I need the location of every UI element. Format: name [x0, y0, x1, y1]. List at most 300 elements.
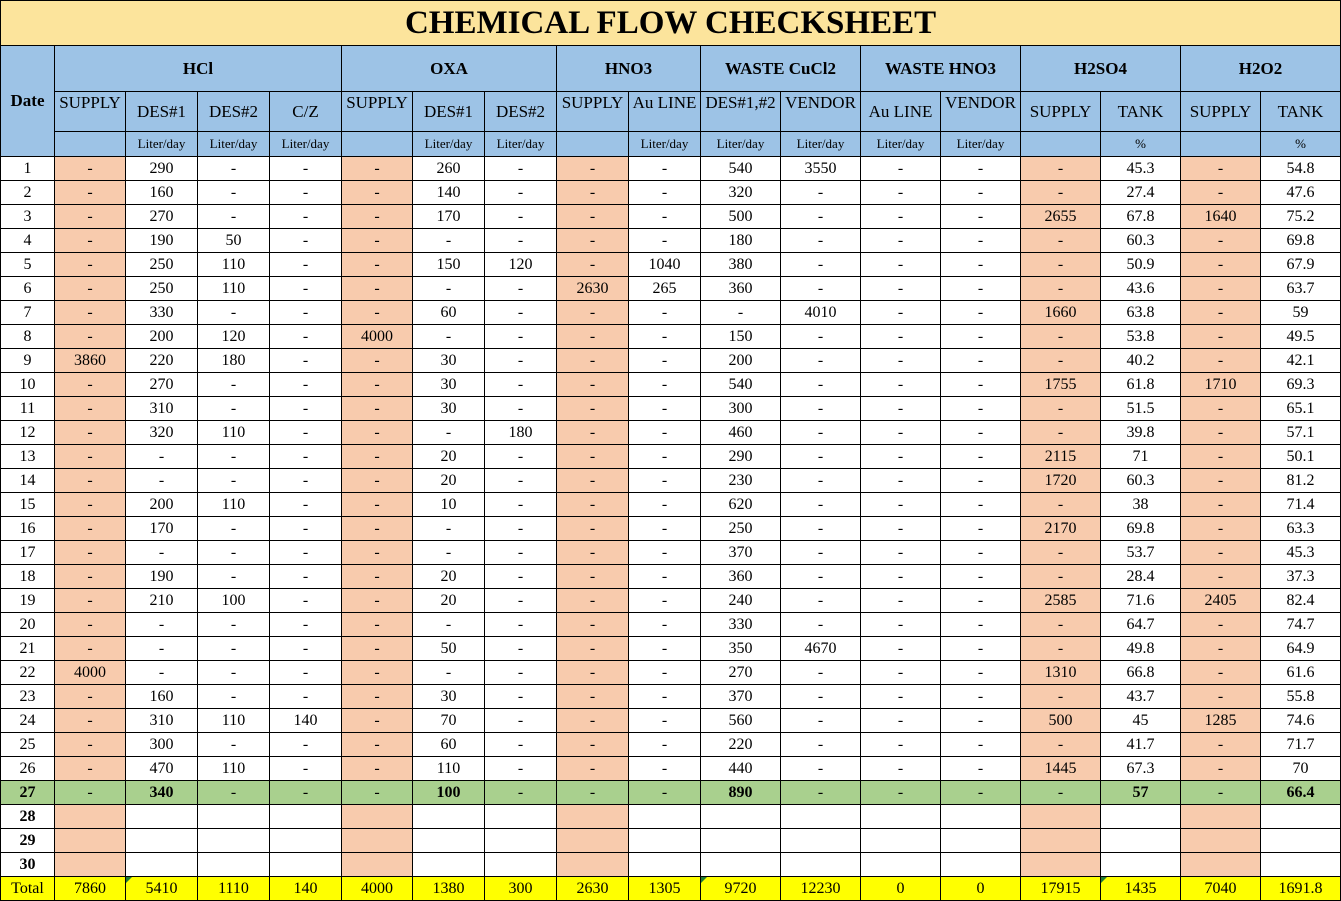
data-cell[interactable]: - [342, 373, 413, 397]
data-cell[interactable]: 170 [126, 517, 198, 541]
data-cell[interactable] [126, 829, 198, 853]
data-cell[interactable]: 180 [485, 421, 557, 445]
data-cell[interactable]: 1285 [1181, 709, 1261, 733]
data-cell[interactable]: - [1181, 685, 1261, 709]
data-cell[interactable]: - [198, 613, 270, 637]
date-cell[interactable]: 30 [1, 853, 55, 877]
data-cell[interactable]: 66.4 [1261, 781, 1341, 805]
data-cell[interactable] [629, 829, 701, 853]
data-cell[interactable]: 20 [413, 565, 485, 589]
data-cell[interactable]: - [485, 589, 557, 613]
data-cell[interactable]: 290 [701, 445, 781, 469]
data-cell[interactable]: - [781, 733, 861, 757]
data-cell[interactable]: 120 [485, 253, 557, 277]
data-cell[interactable]: 240 [701, 589, 781, 613]
data-cell[interactable]: - [1021, 781, 1101, 805]
data-cell[interactable] [1261, 829, 1341, 853]
data-cell[interactable]: 1691.8 [1261, 877, 1341, 901]
date-cell[interactable]: 6 [1, 277, 55, 301]
data-cell[interactable] [485, 805, 557, 829]
data-cell[interactable]: - [126, 469, 198, 493]
data-cell[interactable]: - [861, 421, 941, 445]
unit-cell[interactable]: Liter/day [413, 132, 485, 157]
data-cell[interactable]: 170 [413, 205, 485, 229]
data-cell[interactable]: 250 [701, 517, 781, 541]
data-cell[interactable]: 500 [1021, 709, 1101, 733]
data-cell[interactable]: - [781, 277, 861, 301]
unit-cell[interactable] [1021, 132, 1101, 157]
data-cell[interactable]: - [941, 445, 1021, 469]
data-cell[interactable]: - [629, 565, 701, 589]
data-cell[interactable]: - [781, 229, 861, 253]
data-cell[interactable] [781, 829, 861, 853]
data-cell[interactable]: - [485, 733, 557, 757]
data-cell[interactable]: - [781, 373, 861, 397]
data-cell[interactable]: 38 [1101, 493, 1181, 517]
data-cell[interactable]: 150 [413, 253, 485, 277]
data-cell[interactable]: - [1181, 349, 1261, 373]
data-cell[interactable]: 69.8 [1261, 229, 1341, 253]
data-cell[interactable]: - [861, 517, 941, 541]
data-cell[interactable]: - [485, 781, 557, 805]
data-cell[interactable]: 28.4 [1101, 565, 1181, 589]
data-cell[interactable]: - [342, 733, 413, 757]
unit-cell[interactable]: % [1261, 132, 1341, 157]
unit-cell[interactable] [55, 132, 126, 157]
data-cell[interactable]: 69.8 [1101, 517, 1181, 541]
data-cell[interactable]: - [485, 637, 557, 661]
data-cell[interactable]: - [1181, 229, 1261, 253]
data-cell[interactable]: - [861, 373, 941, 397]
data-cell[interactable]: 220 [701, 733, 781, 757]
data-cell[interactable]: - [342, 565, 413, 589]
data-cell[interactable]: - [557, 661, 629, 685]
data-cell[interactable]: - [126, 637, 198, 661]
data-cell[interactable]: - [781, 325, 861, 349]
data-cell[interactable] [126, 853, 198, 877]
data-cell[interactable]: - [941, 469, 1021, 493]
data-cell[interactable] [1261, 805, 1341, 829]
data-cell[interactable]: - [55, 301, 126, 325]
data-cell[interactable]: - [1021, 565, 1101, 589]
data-cell[interactable]: - [629, 613, 701, 637]
unit-cell[interactable]: Liter/day [781, 132, 861, 157]
unit-cell[interactable]: Liter/day [485, 132, 557, 157]
data-cell[interactable]: - [781, 613, 861, 637]
data-cell[interactable] [1261, 853, 1341, 877]
data-cell[interactable]: - [342, 493, 413, 517]
data-cell[interactable]: - [781, 421, 861, 445]
data-cell[interactable]: 60.3 [1101, 229, 1181, 253]
data-cell[interactable]: - [55, 541, 126, 565]
data-cell[interactable]: 270 [126, 205, 198, 229]
data-cell[interactable]: - [941, 613, 1021, 637]
data-cell[interactable]: 74.7 [1261, 613, 1341, 637]
column-header-supply[interactable]: SUPPLY [55, 92, 126, 132]
data-cell[interactable]: 50 [198, 229, 270, 253]
data-cell[interactable]: - [55, 325, 126, 349]
data-cell[interactable]: - [941, 661, 1021, 685]
data-cell[interactable]: 1110 [198, 877, 270, 901]
data-cell[interactable]: 440 [701, 757, 781, 781]
data-cell[interactable]: - [1181, 325, 1261, 349]
data-cell[interactable]: 150 [701, 325, 781, 349]
data-cell[interactable]: - [1021, 253, 1101, 277]
data-cell[interactable]: - [485, 325, 557, 349]
data-cell[interactable]: - [126, 445, 198, 469]
data-cell[interactable]: - [557, 757, 629, 781]
data-cell[interactable]: - [629, 757, 701, 781]
data-cell[interactable]: 20 [413, 445, 485, 469]
data-cell[interactable]: 350 [701, 637, 781, 661]
data-cell[interactable]: 260 [413, 157, 485, 181]
data-cell[interactable]: - [629, 685, 701, 709]
data-cell[interactable]: 4000 [342, 877, 413, 901]
data-cell[interactable]: 67.8 [1101, 205, 1181, 229]
data-cell[interactable] [270, 853, 342, 877]
data-cell[interactable]: 30 [413, 349, 485, 373]
data-cell[interactable]: - [55, 781, 126, 805]
data-cell[interactable] [55, 853, 126, 877]
data-cell[interactable]: - [270, 445, 342, 469]
data-cell[interactable]: 64.7 [1101, 613, 1181, 637]
data-cell[interactable]: - [485, 685, 557, 709]
data-cell[interactable]: - [342, 445, 413, 469]
data-cell[interactable]: - [342, 301, 413, 325]
data-cell[interactable]: - [485, 277, 557, 301]
data-cell[interactable] [781, 853, 861, 877]
data-cell[interactable]: 20 [413, 589, 485, 613]
data-cell[interactable]: 69.3 [1261, 373, 1341, 397]
date-cell[interactable]: 19 [1, 589, 55, 613]
data-cell[interactable]: 67.3 [1101, 757, 1181, 781]
data-cell[interactable]: - [781, 517, 861, 541]
data-cell[interactable]: 370 [701, 685, 781, 709]
data-cell[interactable]: 45 [1101, 709, 1181, 733]
group-header-hno3[interactable]: HNO3 [557, 46, 701, 92]
data-cell[interactable]: 30 [413, 685, 485, 709]
data-cell[interactable]: 30 [413, 397, 485, 421]
unit-cell[interactable]: Liter/day [701, 132, 781, 157]
data-cell[interactable]: - [198, 397, 270, 421]
date-cell[interactable]: 20 [1, 613, 55, 637]
data-cell[interactable]: - [861, 709, 941, 733]
data-cell[interactable]: 2630 [557, 877, 629, 901]
data-cell[interactable] [781, 805, 861, 829]
data-cell[interactable]: 60 [413, 301, 485, 325]
data-cell[interactable]: - [557, 613, 629, 637]
data-cell[interactable]: 100 [413, 781, 485, 805]
data-cell[interactable]: 290 [126, 157, 198, 181]
data-cell[interactable]: 12230 [781, 877, 861, 901]
date-cell[interactable]: 2 [1, 181, 55, 205]
data-cell[interactable]: - [1181, 637, 1261, 661]
column-header-des-1-2[interactable]: DES#1,#2 [701, 92, 781, 132]
data-cell[interactable]: 3550 [781, 157, 861, 181]
data-cell[interactable]: - [270, 397, 342, 421]
data-cell[interactable]: 57 [1101, 781, 1181, 805]
data-cell[interactable]: 42.1 [1261, 349, 1341, 373]
data-cell[interactable]: 620 [701, 493, 781, 517]
unit-cell[interactable] [557, 132, 629, 157]
date-cell[interactable]: 23 [1, 685, 55, 709]
data-cell[interactable]: - [55, 253, 126, 277]
data-cell[interactable]: - [781, 541, 861, 565]
data-cell[interactable]: - [557, 421, 629, 445]
data-cell[interactable]: - [1181, 613, 1261, 637]
data-cell[interactable]: - [1181, 397, 1261, 421]
data-cell[interactable] [198, 853, 270, 877]
data-cell[interactable]: - [55, 517, 126, 541]
data-cell[interactable]: - [198, 661, 270, 685]
data-cell[interactable]: - [342, 757, 413, 781]
data-cell[interactable]: 160 [126, 685, 198, 709]
data-cell[interactable]: - [485, 229, 557, 253]
data-cell[interactable]: 10 [413, 493, 485, 517]
data-cell[interactable]: - [270, 421, 342, 445]
data-cell[interactable]: 270 [701, 661, 781, 685]
data-cell[interactable] [413, 829, 485, 853]
data-cell[interactable]: - [629, 733, 701, 757]
data-cell[interactable]: 540 [701, 157, 781, 181]
data-cell[interactable]: - [270, 301, 342, 325]
data-cell[interactable]: - [55, 397, 126, 421]
data-cell[interactable]: 47.6 [1261, 181, 1341, 205]
group-header-hcl[interactable]: HCl [55, 46, 342, 92]
data-cell[interactable] [861, 829, 941, 853]
data-cell[interactable]: 45.3 [1101, 157, 1181, 181]
data-cell[interactable]: - [629, 541, 701, 565]
data-cell[interactable]: 320 [701, 181, 781, 205]
data-cell[interactable]: - [270, 277, 342, 301]
data-cell[interactable]: - [270, 613, 342, 637]
data-cell[interactable]: - [270, 757, 342, 781]
data-cell[interactable]: - [557, 181, 629, 205]
data-cell[interactable]: 63.3 [1261, 517, 1341, 541]
data-cell[interactable]: 110 [198, 757, 270, 781]
data-cell[interactable]: - [941, 685, 1021, 709]
data-cell[interactable]: - [557, 445, 629, 469]
data-cell[interactable]: - [557, 541, 629, 565]
data-cell[interactable]: 265 [629, 277, 701, 301]
data-cell[interactable]: - [861, 469, 941, 493]
data-cell[interactable]: - [342, 517, 413, 541]
data-cell[interactable] [1021, 805, 1101, 829]
data-cell[interactable]: - [1181, 517, 1261, 541]
data-cell[interactable] [413, 853, 485, 877]
data-cell[interactable]: - [55, 637, 126, 661]
data-cell[interactable]: - [941, 541, 1021, 565]
data-cell[interactable]: - [198, 301, 270, 325]
data-cell[interactable]: - [781, 589, 861, 613]
data-cell[interactable]: - [1021, 349, 1101, 373]
column-header-des-2[interactable]: DES#2 [485, 92, 557, 132]
column-header-des-1[interactable]: DES#1 [413, 92, 485, 132]
data-cell[interactable]: - [861, 253, 941, 277]
data-cell[interactable]: - [557, 469, 629, 493]
data-cell[interactable]: - [198, 517, 270, 541]
data-cell[interactable]: 2655 [1021, 205, 1101, 229]
data-cell[interactable]: 75.2 [1261, 205, 1341, 229]
data-cell[interactable]: - [861, 661, 941, 685]
data-cell[interactable]: 43.6 [1101, 277, 1181, 301]
data-cell[interactable] [1101, 805, 1181, 829]
data-cell[interactable]: - [941, 757, 1021, 781]
data-cell[interactable]: - [629, 229, 701, 253]
data-cell[interactable]: - [55, 565, 126, 589]
data-cell[interactable]: 49.5 [1261, 325, 1341, 349]
data-cell[interactable]: - [55, 205, 126, 229]
data-cell[interactable]: - [55, 445, 126, 469]
data-cell[interactable]: 53.7 [1101, 541, 1181, 565]
data-cell[interactable] [629, 805, 701, 829]
data-cell[interactable]: 110 [198, 421, 270, 445]
data-cell[interactable]: - [861, 397, 941, 421]
data-cell[interactable]: - [1021, 397, 1101, 421]
data-cell[interactable]: - [270, 541, 342, 565]
date-cell[interactable]: 27 [1, 781, 55, 805]
data-cell[interactable] [413, 805, 485, 829]
date-cell[interactable]: 26 [1, 757, 55, 781]
date-cell[interactable]: 13 [1, 445, 55, 469]
data-cell[interactable]: - [861, 781, 941, 805]
data-cell[interactable]: - [413, 517, 485, 541]
data-cell[interactable]: 50.9 [1101, 253, 1181, 277]
data-cell[interactable]: - [941, 349, 1021, 373]
data-cell[interactable]: - [485, 301, 557, 325]
sheet-title[interactable]: CHEMICAL FLOW CHECKSHEET [1, 1, 1341, 46]
data-cell[interactable]: 140 [413, 181, 485, 205]
data-cell[interactable]: - [1181, 301, 1261, 325]
data-cell[interactable]: - [55, 181, 126, 205]
data-cell[interactable]: 40.2 [1101, 349, 1181, 373]
data-cell[interactable]: - [781, 469, 861, 493]
data-cell[interactable]: - [342, 685, 413, 709]
data-cell[interactable] [1101, 853, 1181, 877]
date-cell[interactable]: 4 [1, 229, 55, 253]
data-cell[interactable]: 210 [126, 589, 198, 613]
data-cell[interactable] [941, 805, 1021, 829]
data-cell[interactable]: - [413, 541, 485, 565]
column-header-supply[interactable]: SUPPLY [1181, 92, 1261, 132]
data-cell[interactable]: - [629, 517, 701, 541]
data-cell[interactable]: - [55, 613, 126, 637]
data-cell[interactable]: - [342, 397, 413, 421]
data-cell[interactable]: - [342, 421, 413, 445]
date-cell[interactable]: 28 [1, 805, 55, 829]
data-cell[interactable] [55, 805, 126, 829]
date-cell[interactable]: 25 [1, 733, 55, 757]
data-cell[interactable]: - [270, 685, 342, 709]
data-cell[interactable]: - [270, 517, 342, 541]
data-cell[interactable]: 7040 [1181, 877, 1261, 901]
data-cell[interactable] [342, 853, 413, 877]
data-cell[interactable]: - [55, 685, 126, 709]
data-cell[interactable]: - [342, 589, 413, 613]
data-cell[interactable]: 370 [701, 541, 781, 565]
data-cell[interactable] [1021, 829, 1101, 853]
data-cell[interactable]: 71.4 [1261, 493, 1341, 517]
unit-cell[interactable]: Liter/day [941, 132, 1021, 157]
data-cell[interactable]: 250 [126, 277, 198, 301]
data-cell[interactable]: 71.6 [1101, 589, 1181, 613]
data-cell[interactable]: 60 [413, 733, 485, 757]
data-cell[interactable]: - [270, 373, 342, 397]
data-cell[interactable]: - [629, 373, 701, 397]
data-cell[interactable]: 230 [701, 469, 781, 493]
data-cell[interactable]: - [941, 421, 1021, 445]
data-cell[interactable]: 1435 [1101, 877, 1181, 901]
data-cell[interactable]: - [557, 205, 629, 229]
data-cell[interactable] [701, 805, 781, 829]
data-cell[interactable]: - [270, 469, 342, 493]
data-cell[interactable]: - [781, 781, 861, 805]
data-cell[interactable]: - [198, 157, 270, 181]
data-cell[interactable]: - [557, 637, 629, 661]
data-cell[interactable]: 120 [198, 325, 270, 349]
data-cell[interactable]: - [485, 709, 557, 733]
data-cell[interactable]: - [198, 637, 270, 661]
data-cell[interactable]: 5410 [126, 877, 198, 901]
column-header-supply[interactable]: SUPPLY [342, 92, 413, 132]
data-cell[interactable]: 1720 [1021, 469, 1101, 493]
data-cell[interactable]: - [198, 565, 270, 589]
data-cell[interactable]: 180 [701, 229, 781, 253]
data-cell[interactable]: - [342, 253, 413, 277]
data-cell[interactable]: - [557, 589, 629, 613]
data-cell[interactable]: - [941, 565, 1021, 589]
data-cell[interactable]: 200 [126, 493, 198, 517]
data-cell[interactable]: - [413, 277, 485, 301]
data-cell[interactable]: - [629, 325, 701, 349]
data-cell[interactable]: - [557, 157, 629, 181]
data-cell[interactable]: - [198, 181, 270, 205]
data-cell[interactable]: - [1021, 181, 1101, 205]
data-cell[interactable]: 66.8 [1101, 661, 1181, 685]
data-cell[interactable] [557, 853, 629, 877]
data-cell[interactable]: - [1021, 277, 1101, 301]
data-cell[interactable]: - [1181, 277, 1261, 301]
data-cell[interactable] [557, 805, 629, 829]
data-cell[interactable]: - [342, 661, 413, 685]
data-cell[interactable] [55, 829, 126, 853]
data-cell[interactable]: - [861, 205, 941, 229]
data-cell[interactable] [342, 805, 413, 829]
data-cell[interactable]: 7860 [55, 877, 126, 901]
data-cell[interactable]: - [198, 685, 270, 709]
date-cell[interactable]: 17 [1, 541, 55, 565]
data-cell[interactable]: 64.9 [1261, 637, 1341, 661]
data-cell[interactable]: 300 [126, 733, 198, 757]
data-cell[interactable]: - [781, 709, 861, 733]
data-cell[interactable]: - [781, 445, 861, 469]
data-cell[interactable]: - [941, 325, 1021, 349]
date-cell[interactable]: 16 [1, 517, 55, 541]
data-cell[interactable]: - [861, 349, 941, 373]
data-cell[interactable]: - [557, 229, 629, 253]
data-cell[interactable] [485, 829, 557, 853]
data-cell[interactable]: - [941, 397, 1021, 421]
data-cell[interactable]: - [485, 397, 557, 421]
data-cell[interactable]: 270 [126, 373, 198, 397]
data-cell[interactable]: - [485, 157, 557, 181]
data-cell[interactable] [701, 853, 781, 877]
column-header-supply[interactable]: SUPPLY [1021, 92, 1101, 132]
data-cell[interactable]: - [1021, 685, 1101, 709]
data-cell[interactable]: - [781, 757, 861, 781]
data-cell[interactable]: 180 [198, 349, 270, 373]
data-cell[interactable]: - [861, 493, 941, 517]
